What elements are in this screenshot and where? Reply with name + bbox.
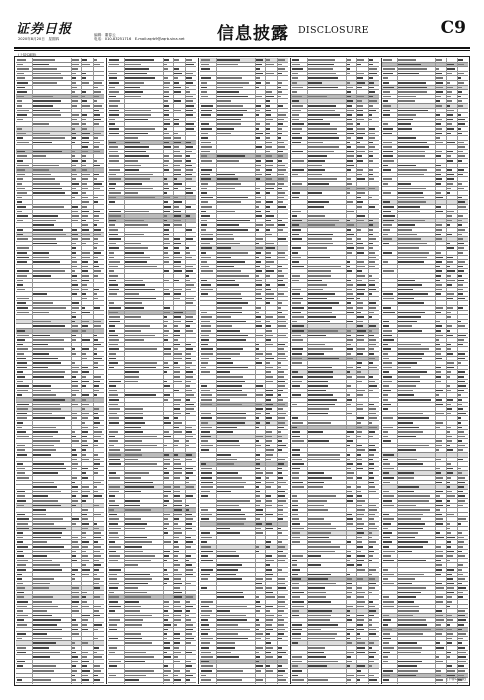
masthead (14, 16, 470, 46)
disclosure-table (291, 58, 379, 684)
column-separator (106, 58, 107, 684)
column-separator (198, 58, 199, 684)
section-title: 信息披露 (217, 24, 289, 44)
masthead-rule (14, 47, 470, 49)
disclosure-table (200, 58, 288, 684)
disclosure-table (108, 58, 196, 684)
date-line: 2020年8月20日 星期四 (18, 37, 60, 41)
table-column-4 (291, 58, 379, 684)
table-row (291, 683, 379, 684)
newspaper-logo: 证券日报 (16, 22, 73, 37)
disclosure-table (16, 58, 104, 684)
table-column-3 (200, 58, 288, 684)
editor-line: 编辑：董春云 (94, 33, 116, 37)
continued-to-label: (下转C10版) (446, 677, 466, 681)
editor-contact (94, 33, 185, 41)
disclosure-table (382, 58, 468, 684)
table-column-1 (16, 58, 104, 684)
table-row (108, 683, 196, 684)
table-column-2 (108, 58, 196, 684)
contact-line: 电话：010-83251716 E-mail:zqrb9@zqrb.sina.net (94, 37, 185, 42)
table-row (382, 683, 468, 684)
continued-from-label: (上接C8版) (18, 53, 37, 57)
table-column-5 (382, 58, 468, 684)
table-row (200, 683, 288, 684)
table-row (16, 683, 104, 684)
section-title-english: DISCLOSURE (298, 25, 369, 36)
page-number: C9 (440, 18, 466, 38)
masthead-rule-thin (14, 50, 470, 51)
